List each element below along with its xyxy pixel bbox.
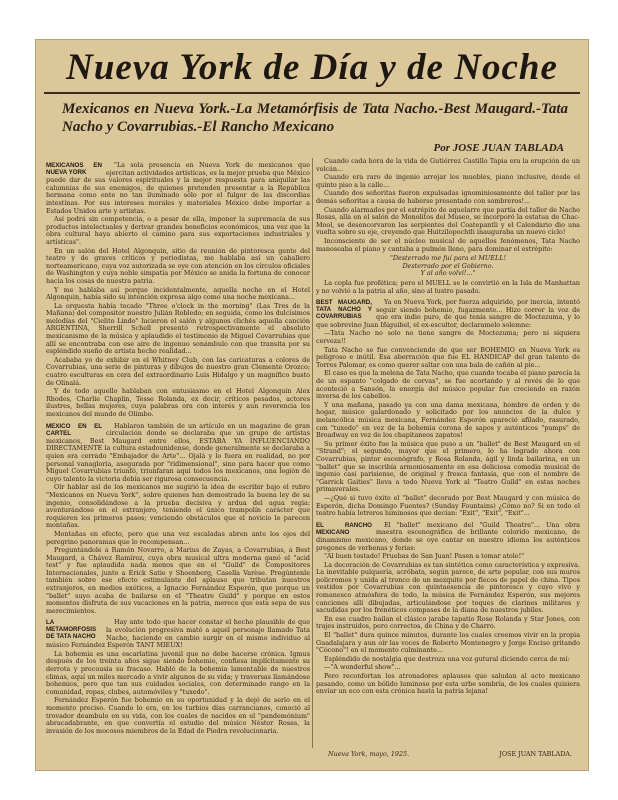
paragraph: Y de todo aquello hablaban con entusiasmo en el Hotel Algonquin Alex Rhodes, Charlie Chaplin, Tesse Rolanda, ex decir, críticos pesados, actores ilustres, bellas mujeres, cuya palabras ora con interés y aun reverencia los mexicanos del mundo de Olimbo. — [46, 387, 310, 418]
left-column — [46, 158, 310, 736]
paragraph: Cuando cada hora de la vida de Gutiérrez Castillo Tapia era la erupción de un volcán... — [316, 157, 580, 173]
section-metamorfosis-tata-nacho — [46, 619, 310, 735]
section-heading: LA METAMORFOSIS DE TATA NACHO — [46, 619, 97, 641]
paragraph: Montañas en efecto, pero que una vez escaladas abren ante los ojos del peregrino panoramas que lo recompensan... — [46, 529, 310, 546]
paragraph: Su primer éxito fue la música que puso a un "ballet" de Best Maugard en el "Strand"; el segundo, mayor que el primero, lo ha logrado ahora con Covarrubias, pintor escenógrafo, y Rosa Rolanda, ágil y linda bailarina, en un "ballet" que se inscribía armoniosamente en esa deliciosa comedia musical de ingenio casi parisiense, de original y fresca fantasía, que con el nombre de "Garrick Gaities" lleva a todo Nueva York al "Teatro Guild" en estas noches primaverales. — [316, 439, 580, 494]
newspaper-clipping — [36, 40, 588, 770]
paragraph: Fernández Esperón fue bohemio en su oportunidad y la dejó de serlo en el momento preciso. Cuando lo era, en los turbios días carrancianos, conoció al trovador deambulo en su vida, con los cuales de nacidos en el "pandemónium" abracadabrante, en que convertía el estudio del músico Néstor Rosas, la invasión de los mocosos miembros de la Edad de Piedra revolucionaria. — [46, 696, 310, 735]
paragraph: Ya en Nueva York, por fuerza adquirido, por inercia, intentó seguir siendo bohemio, fugazmente... Hizo correr la voz de que era indio puro, de que tenía sangre de Moctezuma, y lo que sobrevino Juan Iñiguibel, el ex-escultor, declaramelo solemne: — [316, 298, 580, 329]
paragraph: Cuando dos señoritas fueron expulsadas ignominiosamente del taller por las demás señoritas a causa de haberse presentado con sombreros!... — [316, 189, 580, 205]
paragraph: —Tata Nacho no solo no tiene sangre de Moctezuma; pero ni siquiera cerveza!! — [316, 329, 580, 346]
section-heading: MEXICO EN EL CARTEL — [46, 422, 102, 437]
paragraph: Tata Nacho se fue convenciendo de que ser BOHEMIO en Nueva York es peligroso e inútil. Esa aberración que fue EL HANDICAP del gran talento de Torres Palomar, es como querer saltar con una bala de cañón al pie... — [316, 345, 580, 369]
author-signoff: JOSE JUAN TABLADA. — [499, 750, 572, 758]
paragraph: El caso es que la melena de Tata Nacho, que cuando tocaba el piano parecía la de un espanto "colgado de corvas", se fue acortando y al revés de lo que aconteció a Sansón, la energía del músico popular fue creciendo en razón inversa de los cabellos. — [316, 369, 581, 401]
paragraph: Oír hablar así de los mexicanos me sugirió la idea de escribir bajo el rubro "Mexicanos en Nueva York", sobre quienes han demostrado la buena ley de su ingenio, consolidándose a la prueba decisiva y ardua del agua regia: aventurándose en el extranjero, teniendo el único trampolín carácter que requieren los primeros pasos; venciendo obstáculos que el novicio le parecen montañas. — [46, 483, 310, 530]
paragraph: "Al buen tostado! Pruebas de San Juan! Pasen a tomar atole!" — [324, 552, 525, 561]
section-mexico-en-el-cartel — [46, 423, 310, 616]
paragraph: Hay ante todo que hacer constar el hecho plausible de que la evolución progresiva mató a aquel personaje llamado Tata Nacho, haciendo en cambio surgir en el mismo individuo al músico Fernández Esperón TANT MIEUX! — [46, 618, 310, 650]
article-byline: Por JOSE JUAN TABLADA — [433, 142, 564, 154]
paragraph: La copla fue profética; pero el MUELL se le convirtió en la Isla de Manhattan y no volvió a la patria al año, sino al lustro pasado. — [316, 278, 580, 295]
paragraph: Espléndido de nostalgia que destroza una voz gutural diciendo cerca de mí: — [324, 654, 570, 663]
paragraph: El "ballet" mexicano del "Guild Theatre"... Una obra maestra escenográfica de brillante colorido mexicano, de dinamismo mexicano, donde se oye cantar en nuestro idioma los auténticos pregones de verbenas y ferias: — [316, 520, 580, 552]
paragraph: Y me hablaba así porque incidentalmente, aquella noche en el Hotel Algonquin, había sido su intención expresa algo como una noche mexicana... — [46, 285, 310, 302]
article-subhead: Mexicanos en Nueva York.-La Metamórfisis de Tata Nacho.-Best Maugard.-Tata Nacho y Covarrubias.-El Rancho Mexicano — [62, 101, 568, 135]
section-heading: EL RANCHO MEXICANO — [316, 521, 372, 536]
verse-line: Desterrado por el Gobierno. — [402, 261, 494, 270]
paragraph: Preguntándole a Ramón Novarro, a Marius de Zayas, a Covarrubias, a Best Maugard, a Chávez Ramírez, cuya obra musical ultra moderna ganó el "acid test" y fue aplaudida nada menos que en el "Guild" de Compositores Internacionales, junto a Erick Satie y Shoenberg, Casella Varèse. Pregúntenle también sobre ese efecto estimulante del aplauso que tributan nuestros extranjeros, en medios exóticos, a Ignacio Fernández Esperón, que porque un "ballet" suyo acaba de bailarse en el "Theatre Guild" y porque en estos momentos disfruta de sus vacaciones en la patria, merece que esta sepa de sus merecimientos. — [46, 546, 310, 615]
paragraph: En un salón del Hotel Algonquin, sitio de reunión de pintoresca gente del teatro y de graves críticos y periodistas, me hablaba así un caballero norteamericano, cuya voz autorizada se oye con atención en los círculos oficiales de Washington y cuya noble simpatía por México se anida la fortuna de conocer hacia los cosas de nuestra patria. — [46, 246, 310, 285]
paragraph: Inconsciente de ser el núcleo musical de aquellos fenómenos, Tata Nacho manoseaba el piano y cantaba a pulmón lleno, para dominar el estrépito: — [316, 236, 580, 253]
paragraph: Y una mañana, pasado ya con una dama mexicana, hombre de orden y de hogar, músico galardonado y solicitado por los anuncios de la dulce y melancólica música mexicana, Fernández Esperón apareció afilado, rasurado, con "tuxedo" en vez de la bohemia corona de sapos y auténticos "pumps" de Broadway en vez de los chapitaneos zapatos! — [316, 400, 580, 440]
right-column — [316, 158, 580, 697]
paragraph: La decoración de Covarrubias es tan sintética como característica y expresiva. La inevitable pulquería, acróbata, según parece, de arte popular, con sus muros policromos y unida al tronco de un mezquite por flecos de papel de china. Tipos vestidos por Covarrubias con quintaesencia de pintoresco y cuyo vivo y romanesco atmósfera de todo, la música de Fernández Esperón, sus mejores canciones allí dibujadas, articulándose por toques de clarines militares y sacudidas por los frenéticos compases de la diana de nuestros jubiles. — [316, 560, 580, 615]
section-mexicanos-en-nueva-york — [46, 162, 310, 419]
paragraph: Pero reconfortan los atronadores aplausos que saludan al acto mexicano pasando, como un bólido luminoso por esta urbe sombría, de los cuales quisiera enviar un eco con esta crónica hasta la patria lejana! — [316, 672, 580, 696]
paragraph: —¿Qué si tuvo éxito el "ballet" decorado por Best Maugard y con música de Esperón, dicha Domingo Fuentes? (Sunday Fountains) ¿Cómo no? Si en todo el teatro había letreros luminosos que decían: "Exit", "Exit", "Exit"... — [316, 493, 580, 518]
paragraph: Cuando era raro de ingenio arrojar los muebles, piano inclusive, desde el quinto piso a la calle... — [316, 173, 580, 189]
section-heading: MEXICANOS EN NUEVA YORK — [46, 162, 102, 176]
article-masthead: Nueva York de Día y de Noche — [66, 47, 558, 88]
paragraph: En ese cuadro bailan el clásico jarabe tapatío Rose Rolanda y Star Jones, con trajes instruidos, pero correctos, de China y de Charro. — [316, 614, 580, 631]
paragraph: "La sola presencia en Nueva York de mexicanos que ejercitan actividades artísticas, es la mejor prueba que México puede dar de sus valores espirituales y la mejor respuesta para aniquilar las calumnias de sus enemigos, de quienes pretenden presentar a la República hermana como ente no tan iluminado sólo por el fulgor de las discordias intestinas. Por sus intereses morales y materiales México debe importar a Estados Unidos arte y artistas. — [46, 161, 310, 215]
song-verse — [316, 255, 580, 278]
paragraph: —"A wonderful show"... — [324, 663, 401, 672]
paragraph: El "ballet" dura quince minutos, durante los cuales creemos vivir en la propia Guadalajara y aun oír las voces de Roberto Montenegro y Jorge Enciso gritando "Cócono"! en el momento culminante... — [316, 631, 580, 655]
verse-line: Y al año volví!..." — [420, 269, 476, 278]
paragraph: Así podrá sin competencia, o a pesar de ella, imponer la supremacía de sus productos intelectuales y derivar grandes beneficios económicos, una vez que la obra cultural haya abierto el camino para sus exportaciones industriales y artísticas". — [46, 215, 310, 246]
dateline: Nueva York, mayo, 1925. — [328, 750, 410, 758]
paragraph: Hablaron también de un artículo en un magazine de gran circulación donde se declaraba que un grupo de artistas mexicanos, Best Maugard entre ellos, ESTABA YA INFLUENCIANDO DIRECTAMENTE la cultura estadounidense, donde generalmente se declaraba a quien era cerrado "Embajador de Arte"... Ojalá y lo fuera en realidad, no por personal vanagloria, asegurada por "ridimensional", sino para hacer que como Miguel Covarrubias triunfó, triunfaran aquí todos los mexicanos, una legión de cuyo talento la victoria debía ser rigurosa consecuencia. — [46, 421, 310, 483]
section-heading: BEST MAUGARD, TATA NACHO Y COVARRUBIAS — [316, 299, 372, 321]
masthead-rule — [44, 92, 580, 94]
section-el-rancho-mexicano — [316, 522, 580, 696]
paragraph: La orquesta había tocado "Three o'clock in the morning" (Las Tres de la Mañana) del compositor nuestro Julián Robledo; en seguida, como los dulcísimos melodías del "Cielito Lindo" lucieron el salón y algunos clichés aquella canción ARGENTINA, Sherrill Schell presentó retrospectivamente el absoluto mexicanismo de la música y aplaudido el testimonio de Miguel Covarrubias que allí se encontraba con ese aire de ingenuo sonámbulo con que transita por su espléndido sueño de artista hecho realidad... — [46, 301, 310, 356]
paragraph: La bohemia es una escarlatina juvenil que no debe hacerse crónica. Igmus después de los treinta años sigue siendo bohemio, confiesa implícitamente su derrota y precousia su fracaso. Habló de la bohemia lamentable de nuestros climas, aquí un miles mercado a vivir algunos de su vida; y traversas llamándose bohemios, pero que tan sus cuidados sociales, con determinado rango en la comunidad, ropas, clubes, automóviles y "tuxedo". — [46, 649, 310, 696]
column-divider — [312, 158, 313, 748]
paragraph: Acababa yo de exhibir en el Whitney Club, con las caricaturas a colores de Covarrubias, una serie de pinturas y dibujos de nuestro gran Clemente Orozco; cuatro esculturas en cera del extraordinario Luis Hidalgo y un magnífico busto de Olinalá. — [46, 355, 310, 387]
section-best-maugard — [316, 299, 580, 518]
paragraph: Cuando alarmados por el estrépito de aquelarre que partía del taller de Nacho Rosas, allá en el salón de Monolitos del Museo, se incorporó la estatua de Chac-Mool, se desencorvaron las serpientes del Coatepantli y el Calendario dio una vuelta sobre su eje, creyendo que Huitzilopochtli inauguraba un nuevo ciclo! — [316, 205, 580, 237]
verse-line: "Desterrado me fuí para el MUELL! — [389, 254, 507, 263]
